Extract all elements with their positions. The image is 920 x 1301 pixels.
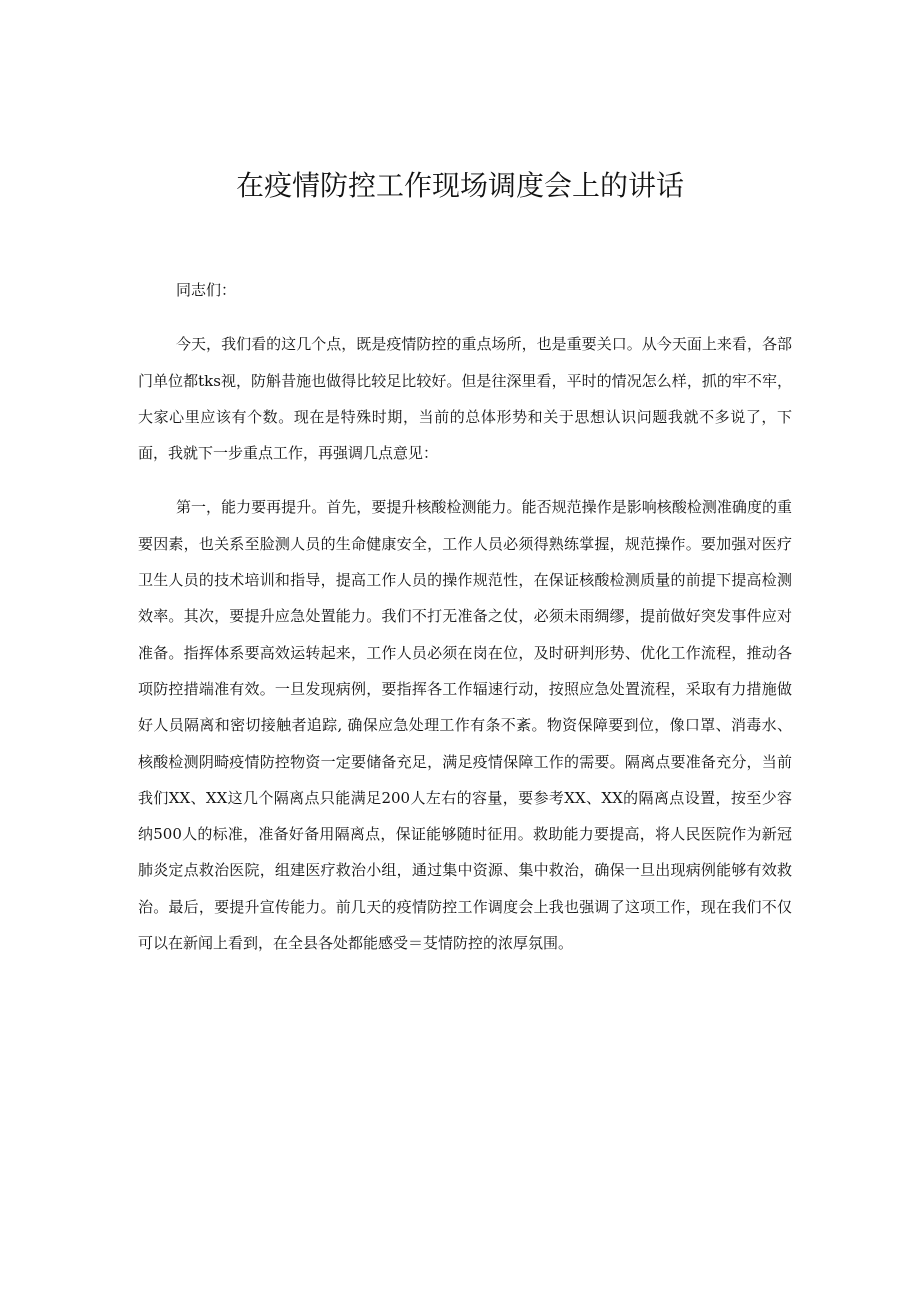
paragraph-2: 第一，能力要再提升。首先，要提升核酸检测能力。能否规范操作是影响核酸检测准确度的重要因素，也关系至脸测人员的生命健康安全，工作人员必须得熟练掌握，规范操作。要加强对医疗卫生人员的技术培训和指导，提高工作人员的操作规范性，在保证核酸检测质量的前提下提高检测效率。其次，要提升应急处置能力。我们不打无准备之仗，必须未雨绸缪，提前做好突发事件应对准备。指挥体系要高效运转起来，工作人员必须在岗在位，及时研判形势、优化工作流程，推动各项防控措端准有效。一旦发现病例，要指挥各工作辐速行动，按照应急处置流程，采取有力措施做好人员隔离和密切接触者追踪, 确保应急处理工作有条不紊。物资保障要到位，像口罩、消毒水、核酸检测阴畸疫情防控物资一定要储备充足，满足疫情保障工作的需要。隔离点要准备充分，当前我们XX、XX这几个隔离点只能满足200人左右的容量，要参考XX、XX的隔离点设置，按至少容纳500人的标准，准备好备用隔离点，保证能够随时征用。救助能力要提高，将人民医院作为新冠肺炎定点救治医院，组建医疗救治小组，通过集中资源、集中救治，确保一旦出现病例能够有效救治。最后，要提升宣传能力。前几天的疫情防控工作调度会上我也强调了这项工作，现在我们不仅可以在新闻上看到，在全县各处都能感受＝芟情防控的浓厚氛围。 [138,498,792,953]
paragraph-1: 今天，我们看的这几个点，既是疫情防控的重点场所，也是重要关口。从今天面上来看，各部门单位都tks视，防斛昔施也做得比较足比较好。但是往深里看，平时的情况怎么样，抓的牢不牢，大家心里应该有个数。现在是特殊时期，当前的总体形势和关于思想认识问题我就不多说了，下面，我就下一步重点工作，再强调几点意见： [138,335,792,463]
document-body [138,272,792,979]
salutation: 同志们： [176,281,237,299]
document-title: 在疫情防控工作现场调度会上的讲话 [235,169,684,202]
